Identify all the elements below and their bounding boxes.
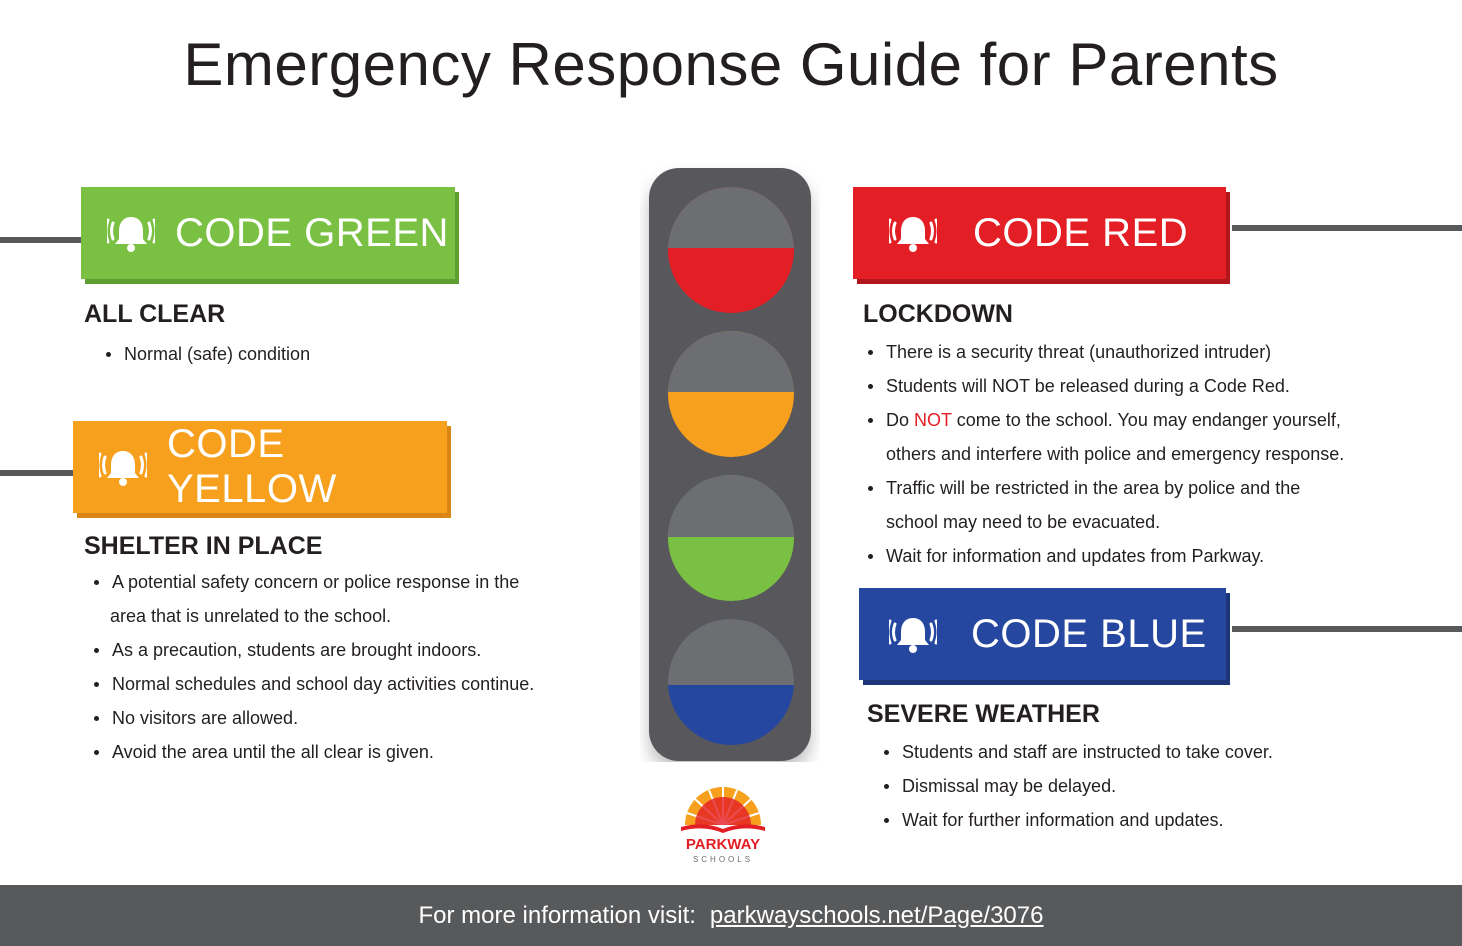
list-item: No visitors are allowed.	[92, 701, 592, 735]
code-yellow-label: CODE YELLOW	[167, 422, 337, 511]
code-red-list	[866, 335, 1406, 573]
list-item-continuation: school may need to be evacuated.	[886, 512, 1161, 532]
code-green-label: CODE GREEN	[175, 210, 449, 255]
list-item-continuation: area that is unrelated to the school.	[110, 606, 392, 626]
logo-sub: SCHOOLS	[692, 855, 754, 864]
footer-prefix: For more information visit:	[418, 901, 696, 929]
list-item: Students and staff are instructed to take cover.	[882, 735, 1402, 769]
list-item: Normal schedules and school day activities continue.	[92, 667, 592, 701]
not-emphasis: NOT	[914, 410, 952, 430]
parkway-logo	[673, 785, 773, 875]
list-item: A potential safety concern or police response in the	[92, 565, 592, 599]
list-item: Do NOT come to the school. You may endanger yourself,	[866, 403, 1406, 437]
all-clear-heading: ALL CLEAR	[84, 300, 226, 328]
traffic-light-illustration	[640, 162, 820, 762]
list-item: Students will NOT be released during a Code Red.	[866, 369, 1406, 403]
list-item: Avoid the area until the all clear is given.	[92, 735, 592, 769]
code-red-badge	[853, 187, 1226, 279]
alarm-bell-icon	[889, 610, 937, 658]
alarm-bell-icon	[107, 209, 155, 257]
code-blue-badge	[859, 588, 1226, 680]
list-item: As a precaution, students are brought indoors.	[92, 633, 592, 667]
shelter-in-place-heading: SHELTER IN PLACE	[84, 532, 323, 560]
list-item-continuation: others and interfere with police and emergency response.	[886, 444, 1345, 464]
code-blue-label: CODE BLUE	[971, 611, 1207, 656]
code-yellow-list	[92, 565, 592, 769]
list-item: Normal (safe) condition	[104, 337, 544, 371]
code-green-list	[104, 337, 544, 371]
green-connector-line	[0, 237, 84, 243]
list-item: There is a security threat (unauthorized intruder)	[866, 335, 1406, 369]
yellow-connector-line	[0, 470, 76, 476]
list-item: Wait for further information and updates.	[882, 803, 1402, 837]
code-green-badge	[81, 187, 455, 279]
blue-connector-line	[1232, 626, 1462, 632]
alarm-bell-icon	[889, 209, 937, 257]
alarm-bell-icon	[99, 443, 147, 491]
red-connector-line	[1232, 225, 1462, 231]
list-item: Wait for information and updates from Parkway.	[866, 539, 1406, 573]
code-blue-list	[882, 735, 1402, 837]
lockdown-heading: LOCKDOWN	[863, 300, 1013, 328]
sunburst-icon	[681, 787, 765, 833]
logo-name: PARKWAY	[685, 836, 761, 853]
code-red-label: CODE RED	[973, 210, 1189, 255]
footer-bar	[0, 885, 1462, 946]
footer-link[interactable]: parkwayschools.net/Page/3076	[709, 901, 1044, 929]
list-item: Traffic will be restricted in the area by police and the	[866, 471, 1406, 505]
code-yellow-badge	[73, 421, 447, 513]
page-title: Emergency Response Guide for Parents	[183, 31, 1279, 98]
severe-weather-heading: SEVERE WEATHER	[867, 700, 1100, 728]
list-item: Dismissal may be delayed.	[882, 769, 1402, 803]
